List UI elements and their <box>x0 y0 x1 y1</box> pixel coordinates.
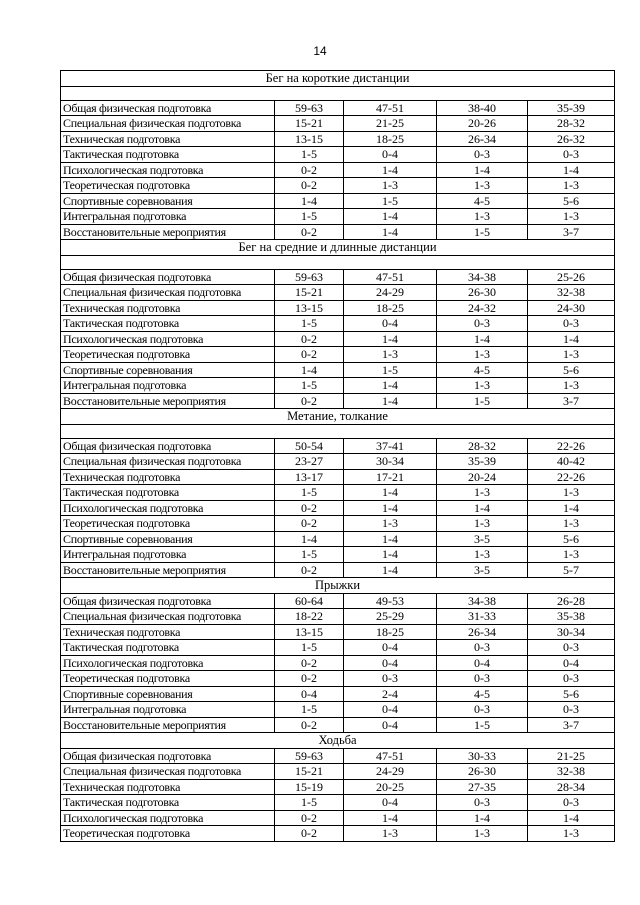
value-cell: 0-3 <box>528 147 615 163</box>
value-cell: 4-5 <box>437 362 528 378</box>
value-cell: 1-4 <box>344 485 437 501</box>
value-cell: 1-3 <box>437 178 528 194</box>
row-label: Восстановительные мероприятия <box>61 717 275 733</box>
value-cell: 1-5 <box>275 702 344 718</box>
value-cell: 5-7 <box>528 562 615 578</box>
value-cell: 3-5 <box>437 531 528 547</box>
value-cell: 0-2 <box>275 826 344 842</box>
value-cell: 0-2 <box>275 347 344 363</box>
value-cell: 0-2 <box>275 393 344 409</box>
section-title: Метание, толкание <box>61 409 615 425</box>
row-label: Тактическая подготовка <box>61 640 275 656</box>
row-label: Техническая подготовка <box>61 469 275 485</box>
value-cell: 0-4 <box>528 655 615 671</box>
value-cell: 2-4 <box>344 686 437 702</box>
value-cell: 1-5 <box>437 393 528 409</box>
section-spacer-row <box>61 255 615 269</box>
section-header-row <box>61 578 615 594</box>
value-cell: 17-21 <box>344 469 437 485</box>
value-cell: 0-4 <box>275 686 344 702</box>
value-cell: 22-26 <box>528 469 615 485</box>
value-cell: 28-34 <box>528 779 615 795</box>
value-cell: 47-51 <box>344 100 437 116</box>
value-cell: 27-35 <box>437 779 528 795</box>
value-cell: 30-34 <box>528 624 615 640</box>
value-cell: 0-4 <box>344 795 437 811</box>
value-cell: 1-5 <box>275 547 344 563</box>
row-label: Техническая подготовка <box>61 779 275 795</box>
value-cell: 30-34 <box>344 454 437 470</box>
row-label: Специальная физическая подготовка <box>61 116 275 132</box>
row-label: Техническая подготовка <box>61 300 275 316</box>
table-row <box>61 671 615 687</box>
value-cell: 1-4 <box>344 209 437 225</box>
value-cell: 1-5 <box>275 209 344 225</box>
value-cell: 35-39 <box>437 454 528 470</box>
row-label: Восстановительные мероприятия <box>61 562 275 578</box>
value-cell: 47-51 <box>344 748 437 764</box>
table-row <box>61 178 615 194</box>
row-label: Спортивные соревнования <box>61 686 275 702</box>
row-label: Теоретическая подготовка <box>61 347 275 363</box>
value-cell: 4-5 <box>437 686 528 702</box>
value-cell: 0-2 <box>275 671 344 687</box>
value-cell: 1-5 <box>275 316 344 332</box>
value-cell: 0-2 <box>275 500 344 516</box>
row-label: Тактическая подготовка <box>61 795 275 811</box>
value-cell: 3-5 <box>437 562 528 578</box>
value-cell: 1-5 <box>437 224 528 240</box>
value-cell: 1-4 <box>437 810 528 826</box>
row-label: Тактическая подготовка <box>61 147 275 163</box>
value-cell: 59-63 <box>275 748 344 764</box>
value-cell: 18-22 <box>275 609 344 625</box>
section-spacer <box>61 255 615 269</box>
value-cell: 26-34 <box>437 624 528 640</box>
value-cell: 1-3 <box>528 516 615 532</box>
value-cell: 50-54 <box>275 438 344 454</box>
value-cell: 23-27 <box>275 454 344 470</box>
value-cell: 1-4 <box>344 393 437 409</box>
table-row <box>61 810 615 826</box>
value-cell: 0-3 <box>437 316 528 332</box>
table-row <box>61 562 615 578</box>
value-cell: 20-26 <box>437 116 528 132</box>
value-cell: 59-63 <box>275 269 344 285</box>
value-cell: 20-25 <box>344 779 437 795</box>
row-label: Психологическая подготовка <box>61 331 275 347</box>
value-cell: 1-5 <box>275 795 344 811</box>
value-cell: 32-38 <box>528 764 615 780</box>
value-cell: 3-7 <box>528 717 615 733</box>
value-cell: 1-3 <box>437 826 528 842</box>
value-cell: 1-4 <box>528 331 615 347</box>
row-label: Теоретическая подготовка <box>61 671 275 687</box>
value-cell: 3-7 <box>528 393 615 409</box>
value-cell: 0-4 <box>344 655 437 671</box>
value-cell: 1-3 <box>437 485 528 501</box>
value-cell: 1-3 <box>437 516 528 532</box>
value-cell: 31-33 <box>437 609 528 625</box>
value-cell: 26-34 <box>437 131 528 147</box>
value-cell: 1-4 <box>344 547 437 563</box>
value-cell: 0-4 <box>344 702 437 718</box>
section-title: Прыжки <box>61 578 615 594</box>
table-row <box>61 300 615 316</box>
value-cell: 13-15 <box>275 300 344 316</box>
value-cell: 0-3 <box>437 147 528 163</box>
page-number: 14 <box>313 44 327 58</box>
value-cell: 1-3 <box>344 347 437 363</box>
value-cell: 1-4 <box>437 331 528 347</box>
row-label: Тактическая подготовка <box>61 316 275 332</box>
table-row <box>61 624 615 640</box>
value-cell: 15-19 <box>275 779 344 795</box>
value-cell: 1-4 <box>528 810 615 826</box>
table-row <box>61 347 615 363</box>
row-label: Специальная физическая подготовка <box>61 454 275 470</box>
table-row <box>61 702 615 718</box>
value-cell: 5-6 <box>528 193 615 209</box>
row-label: Восстановительные мероприятия <box>61 224 275 240</box>
value-cell: 38-40 <box>437 100 528 116</box>
value-cell: 35-38 <box>528 609 615 625</box>
value-cell: 1-3 <box>437 347 528 363</box>
section-spacer <box>61 424 615 438</box>
value-cell: 0-3 <box>528 702 615 718</box>
section-spacer-row <box>61 424 615 438</box>
row-label: Восстановительные мероприятия <box>61 393 275 409</box>
table-row <box>61 640 615 656</box>
table-row <box>61 531 615 547</box>
value-cell: 22-26 <box>528 438 615 454</box>
table-row <box>61 147 615 163</box>
table-row <box>61 116 615 132</box>
table-row <box>61 224 615 240</box>
row-label: Общая физическая подготовка <box>61 593 275 609</box>
value-cell: 0-3 <box>344 671 437 687</box>
value-cell: 1-4 <box>275 362 344 378</box>
value-cell: 0-3 <box>528 795 615 811</box>
table-row <box>61 485 615 501</box>
value-cell: 0-4 <box>437 655 528 671</box>
table-row <box>61 378 615 394</box>
table-row <box>61 316 615 332</box>
value-cell: 18-25 <box>344 300 437 316</box>
row-label: Общая физическая подготовка <box>61 269 275 285</box>
value-cell: 1-4 <box>344 331 437 347</box>
table-row <box>61 717 615 733</box>
value-cell: 34-38 <box>437 269 528 285</box>
value-cell: 32-38 <box>528 285 615 301</box>
value-cell: 0-2 <box>275 717 344 733</box>
value-cell: 0-4 <box>344 147 437 163</box>
value-cell: 5-6 <box>528 362 615 378</box>
value-cell: 0-2 <box>275 224 344 240</box>
table-row <box>61 609 615 625</box>
value-cell: 24-29 <box>344 764 437 780</box>
value-cell: 60-64 <box>275 593 344 609</box>
value-cell: 1-3 <box>528 178 615 194</box>
table-row <box>61 162 615 178</box>
table-row <box>61 593 615 609</box>
value-cell: 20-24 <box>437 469 528 485</box>
value-cell: 1-5 <box>275 147 344 163</box>
value-cell: 26-32 <box>528 131 615 147</box>
value-cell: 1-5 <box>437 717 528 733</box>
value-cell: 0-2 <box>275 562 344 578</box>
value-cell: 0-3 <box>437 671 528 687</box>
row-label: Специальная физическая подготовка <box>61 285 275 301</box>
row-label: Спортивные соревнования <box>61 362 275 378</box>
row-label: Психологическая подготовка <box>61 655 275 671</box>
value-cell: 1-4 <box>528 162 615 178</box>
value-cell: 28-32 <box>528 116 615 132</box>
table-row <box>61 131 615 147</box>
table-row <box>61 331 615 347</box>
value-cell: 49-53 <box>344 593 437 609</box>
value-cell: 1-4 <box>275 531 344 547</box>
value-cell: 1-3 <box>528 378 615 394</box>
value-cell: 1-5 <box>344 362 437 378</box>
value-cell: 1-3 <box>437 547 528 563</box>
table-row <box>61 795 615 811</box>
section-title: Бег на средние и длинные дистанции <box>61 240 615 256</box>
value-cell: 1-4 <box>344 810 437 826</box>
row-label: Специальная физическая подготовка <box>61 609 275 625</box>
value-cell: 0-4 <box>344 717 437 733</box>
value-cell: 21-25 <box>528 748 615 764</box>
row-label: Спортивные соревнования <box>61 531 275 547</box>
section-spacer-row <box>61 86 615 100</box>
value-cell: 1-3 <box>344 178 437 194</box>
row-label: Общая физическая подготовка <box>61 100 275 116</box>
section-header-row <box>61 409 615 425</box>
row-label: Теоретическая подготовка <box>61 516 275 532</box>
row-label: Интегральная подготовка <box>61 547 275 563</box>
training-distribution-table <box>60 70 615 842</box>
value-cell: 26-30 <box>437 285 528 301</box>
row-label: Техническая подготовка <box>61 131 275 147</box>
value-cell: 37-41 <box>344 438 437 454</box>
value-cell: 0-3 <box>528 316 615 332</box>
section-spacer <box>61 86 615 100</box>
section-title: Ходьба <box>61 733 615 749</box>
section-header-row <box>61 733 615 749</box>
value-cell: 0-3 <box>437 640 528 656</box>
value-cell: 24-30 <box>528 300 615 316</box>
value-cell: 26-28 <box>528 593 615 609</box>
value-cell: 1-4 <box>344 162 437 178</box>
value-cell: 1-4 <box>344 224 437 240</box>
table-row <box>61 779 615 795</box>
value-cell: 13-15 <box>275 131 344 147</box>
value-cell: 1-3 <box>528 347 615 363</box>
row-label: Психологическая подготовка <box>61 500 275 516</box>
value-cell: 0-4 <box>344 640 437 656</box>
value-cell: 1-3 <box>528 826 615 842</box>
table-row <box>61 748 615 764</box>
value-cell: 1-3 <box>437 209 528 225</box>
value-cell: 24-29 <box>344 285 437 301</box>
value-cell: 0-4 <box>344 316 437 332</box>
table-body <box>61 71 615 842</box>
value-cell: 5-6 <box>528 531 615 547</box>
value-cell: 4-5 <box>437 193 528 209</box>
value-cell: 0-2 <box>275 162 344 178</box>
value-cell: 1-3 <box>437 378 528 394</box>
value-cell: 24-32 <box>437 300 528 316</box>
value-cell: 1-4 <box>275 193 344 209</box>
row-label: Психологическая подготовка <box>61 810 275 826</box>
section-header-row <box>61 71 615 87</box>
value-cell: 1-5 <box>344 193 437 209</box>
value-cell: 1-3 <box>528 209 615 225</box>
row-label: Спортивные соревнования <box>61 193 275 209</box>
value-cell: 15-21 <box>275 764 344 780</box>
value-cell: 1-4 <box>437 162 528 178</box>
row-label: Интегральная подготовка <box>61 702 275 718</box>
table-row <box>61 469 615 485</box>
value-cell: 34-38 <box>437 593 528 609</box>
value-cell: 0-3 <box>528 671 615 687</box>
value-cell: 0-2 <box>275 810 344 826</box>
value-cell: 18-25 <box>344 131 437 147</box>
row-label: Тактическая подготовка <box>61 485 275 501</box>
table-row <box>61 764 615 780</box>
row-label: Теоретическая подготовка <box>61 178 275 194</box>
table-row <box>61 269 615 285</box>
value-cell: 1-5 <box>275 640 344 656</box>
value-cell: 1-5 <box>275 378 344 394</box>
value-cell: 0-2 <box>275 655 344 671</box>
value-cell: 1-4 <box>344 531 437 547</box>
value-cell: 1-4 <box>344 500 437 516</box>
value-cell: 35-39 <box>528 100 615 116</box>
row-label: Интегральная подготовка <box>61 378 275 394</box>
table-row <box>61 362 615 378</box>
value-cell: 28-32 <box>437 438 528 454</box>
value-cell: 3-7 <box>528 224 615 240</box>
row-label: Техническая подготовка <box>61 624 275 640</box>
table-row <box>61 454 615 470</box>
value-cell: 0-3 <box>437 795 528 811</box>
value-cell: 13-15 <box>275 624 344 640</box>
row-label: Интегральная подготовка <box>61 209 275 225</box>
section-title: Бег на короткие дистанции <box>61 71 615 87</box>
value-cell: 1-3 <box>344 826 437 842</box>
value-cell: 18-25 <box>344 624 437 640</box>
table-row <box>61 500 615 516</box>
table-row <box>61 100 615 116</box>
table-row <box>61 686 615 702</box>
table-row <box>61 826 615 842</box>
value-cell: 0-2 <box>275 178 344 194</box>
value-cell: 25-29 <box>344 609 437 625</box>
table-row <box>61 438 615 454</box>
value-cell: 0-2 <box>275 331 344 347</box>
value-cell: 26-30 <box>437 764 528 780</box>
value-cell: 15-21 <box>275 116 344 132</box>
row-label: Психологическая подготовка <box>61 162 275 178</box>
value-cell: 1-3 <box>528 485 615 501</box>
row-label: Общая физическая подготовка <box>61 748 275 764</box>
value-cell: 40-42 <box>528 454 615 470</box>
value-cell: 0-2 <box>275 516 344 532</box>
value-cell: 1-4 <box>344 378 437 394</box>
value-cell: 1-5 <box>275 485 344 501</box>
table-row <box>61 209 615 225</box>
value-cell: 59-63 <box>275 100 344 116</box>
value-cell: 25-26 <box>528 269 615 285</box>
value-cell: 1-4 <box>528 500 615 516</box>
row-label: Специальная физическая подготовка <box>61 764 275 780</box>
table-row <box>61 193 615 209</box>
value-cell: 1-3 <box>528 547 615 563</box>
table-row <box>61 285 615 301</box>
table-row <box>61 393 615 409</box>
value-cell: 0-3 <box>528 640 615 656</box>
value-cell: 1-4 <box>437 500 528 516</box>
value-cell: 1-3 <box>344 516 437 532</box>
value-cell: 13-17 <box>275 469 344 485</box>
value-cell: 21-25 <box>344 116 437 132</box>
value-cell: 1-4 <box>344 562 437 578</box>
value-cell: 47-51 <box>344 269 437 285</box>
table-row <box>61 516 615 532</box>
value-cell: 30-33 <box>437 748 528 764</box>
table-row <box>61 655 615 671</box>
row-label: Общая физическая подготовка <box>61 438 275 454</box>
value-cell: 15-21 <box>275 285 344 301</box>
row-label: Теоретическая подготовка <box>61 826 275 842</box>
table-row <box>61 547 615 563</box>
value-cell: 5-6 <box>528 686 615 702</box>
value-cell: 0-3 <box>437 702 528 718</box>
section-header-row <box>61 240 615 256</box>
